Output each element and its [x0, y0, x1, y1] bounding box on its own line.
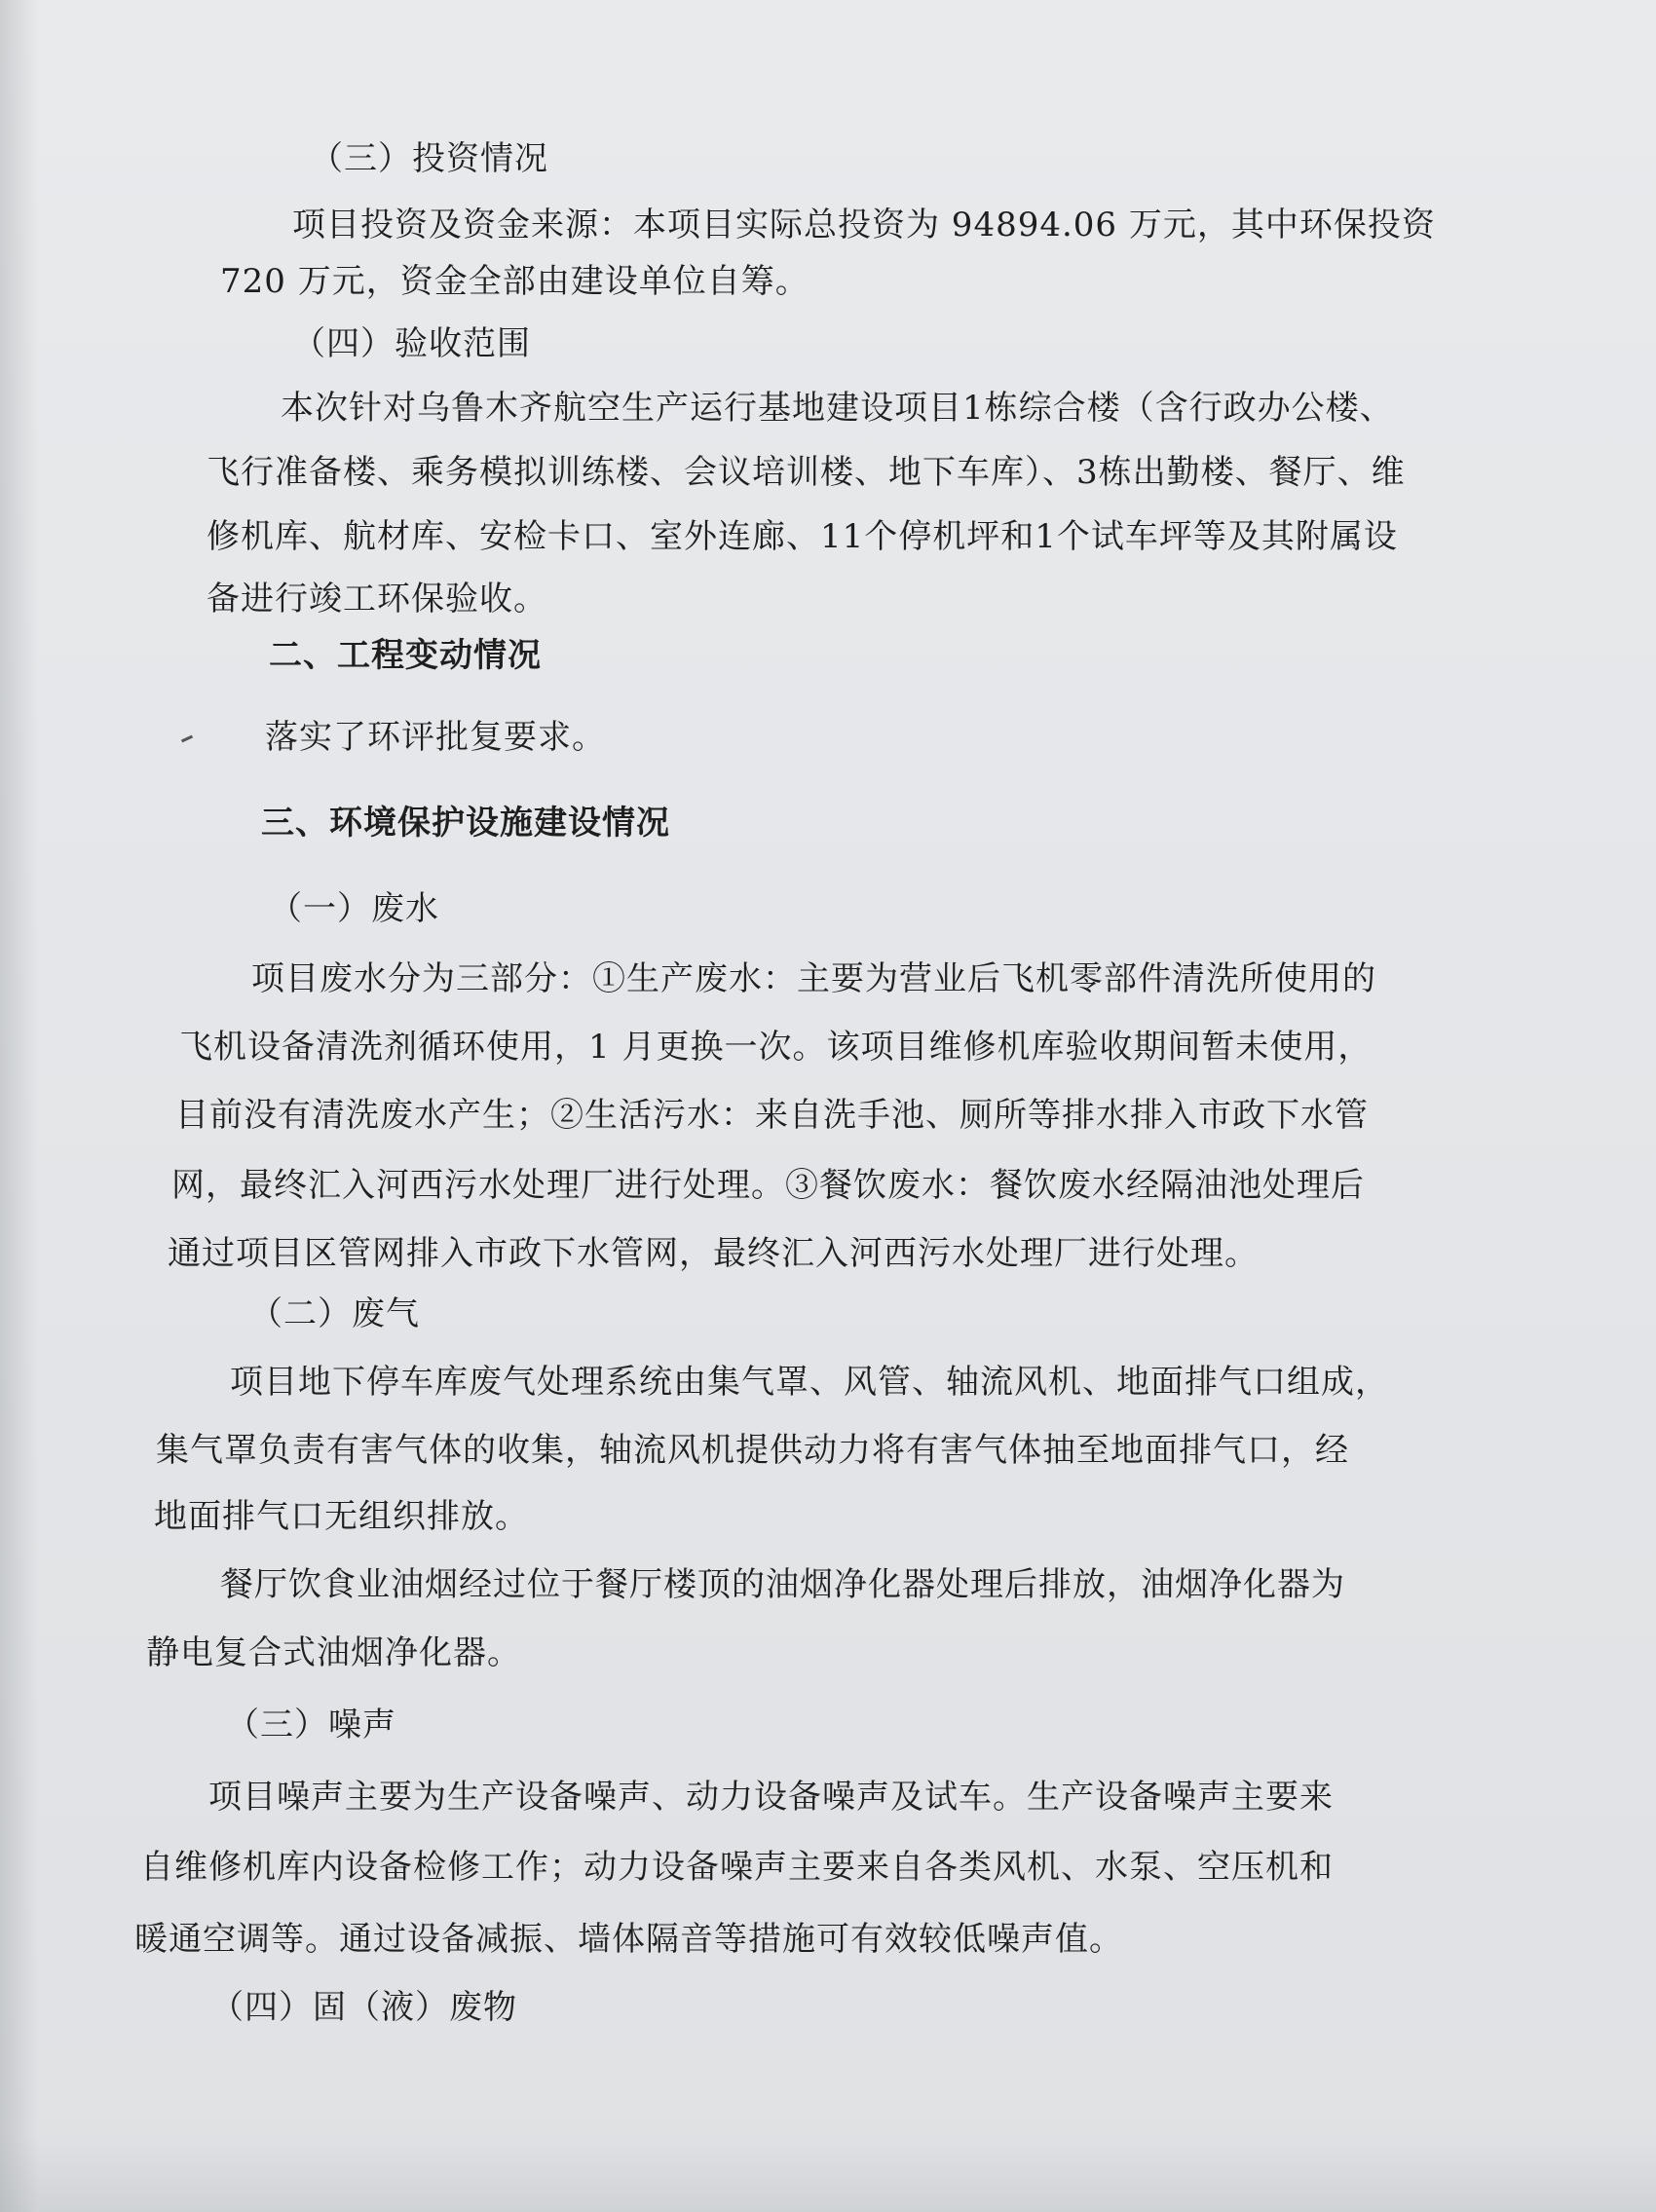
paragraph-line: 集气罩负责有害气体的收集，轴流风机提供动力将有害气体抽至地面排气口，经 — [156, 1431, 1349, 1470]
paragraph-line: 飞行准备楼、乘务模拟训练楼、会议培训楼、地下车库）、3栋出勤楼、餐厅、维 — [207, 453, 1406, 492]
section-heading-investment: （三）投资情况 — [310, 139, 548, 178]
paragraph-line: 项目噪声主要为生产设备噪声、动力设备噪声及试车。生产设备噪声主要来 — [208, 1778, 1334, 1817]
paragraph-line: 落实了环评批复要求。 — [265, 718, 606, 757]
page-edge-shadow — [0, 0, 39, 2212]
paragraph-line: 720 万元，资金全部由建设单位自筹。 — [220, 262, 809, 301]
section-heading-exhaust: （二）废气 — [249, 1294, 420, 1333]
paragraph-line: 本次针对乌鲁木齐航空生产运行基地建设项目1栋综合楼（含行政办公楼、 — [281, 389, 1394, 428]
paragraph-line: 备进行竣工环保验收。 — [207, 580, 547, 619]
page-bottom-shadow — [0, 2134, 1656, 2212]
paragraph-line: 地面排气口无组织排放。 — [154, 1497, 529, 1536]
paragraph-line: 项目废水分为三部分：①生产废水：主要为营业后飞机零部件清洗所使用的 — [251, 959, 1376, 998]
paragraph-line: 暖通空调等。通过设备减振、墙体隔音等措施可有效较低噪声值。 — [134, 1920, 1123, 1959]
section-heading-wastewater: （一）废水 — [269, 889, 439, 928]
paragraph-line: 修机库、航材库、安检卡口、室外连廊、11个停机坪和1个试车坪等及其附属设 — [207, 517, 1398, 556]
paragraph-line: 餐厅饮食业油烟经过位于餐厅楼顶的油烟净化器处理后排放，油烟净化器为 — [220, 1565, 1345, 1604]
paragraph-line: 目前没有清洗废水产生；②生活污水：来自洗手池、厕所等排水排入市政下水管 — [175, 1096, 1369, 1135]
paragraph-line: 项目地下停车库废气处理系统由集气罩、风管、轴流风机、地面排气口组成， — [230, 1363, 1389, 1402]
section-heading-scope: （四）验收范围 — [292, 324, 531, 363]
paragraph-line: 自维修机库内设备检修工作；动力设备噪声主要来自各类风机、水泵、空压机和 — [140, 1848, 1334, 1887]
chapter-heading-changes: 二、工程变动情况 — [269, 636, 542, 675]
paragraph-line: 飞机设备清洗剂循环使用，1 月更换一次。该项目维修机库验收期间暂未使用， — [179, 1028, 1373, 1067]
chapter-heading-env-facilities: 三、环境保护设施建设情况 — [261, 804, 670, 843]
paragraph-line: 静电复合式油烟净化器。 — [146, 1633, 521, 1672]
paragraph-line: 通过项目区管网排入市政下水管网，最终汇入河西污水处理厂进行处理。 — [168, 1234, 1259, 1273]
section-heading-noise: （三）噪声 — [226, 1706, 396, 1744]
stray-mark — [181, 735, 193, 743]
paragraph-line: 网，最终汇入河西污水处理厂进行处理。③餐饮废水：餐饮废水经隔油池处理后 — [171, 1166, 1365, 1205]
section-heading-solid-waste: （四）固（液）废物 — [210, 1988, 517, 2027]
paragraph-line: 项目投资及资金来源：本项目实际总投资为 94894.06 万元，其中环保投资 — [292, 206, 1436, 244]
